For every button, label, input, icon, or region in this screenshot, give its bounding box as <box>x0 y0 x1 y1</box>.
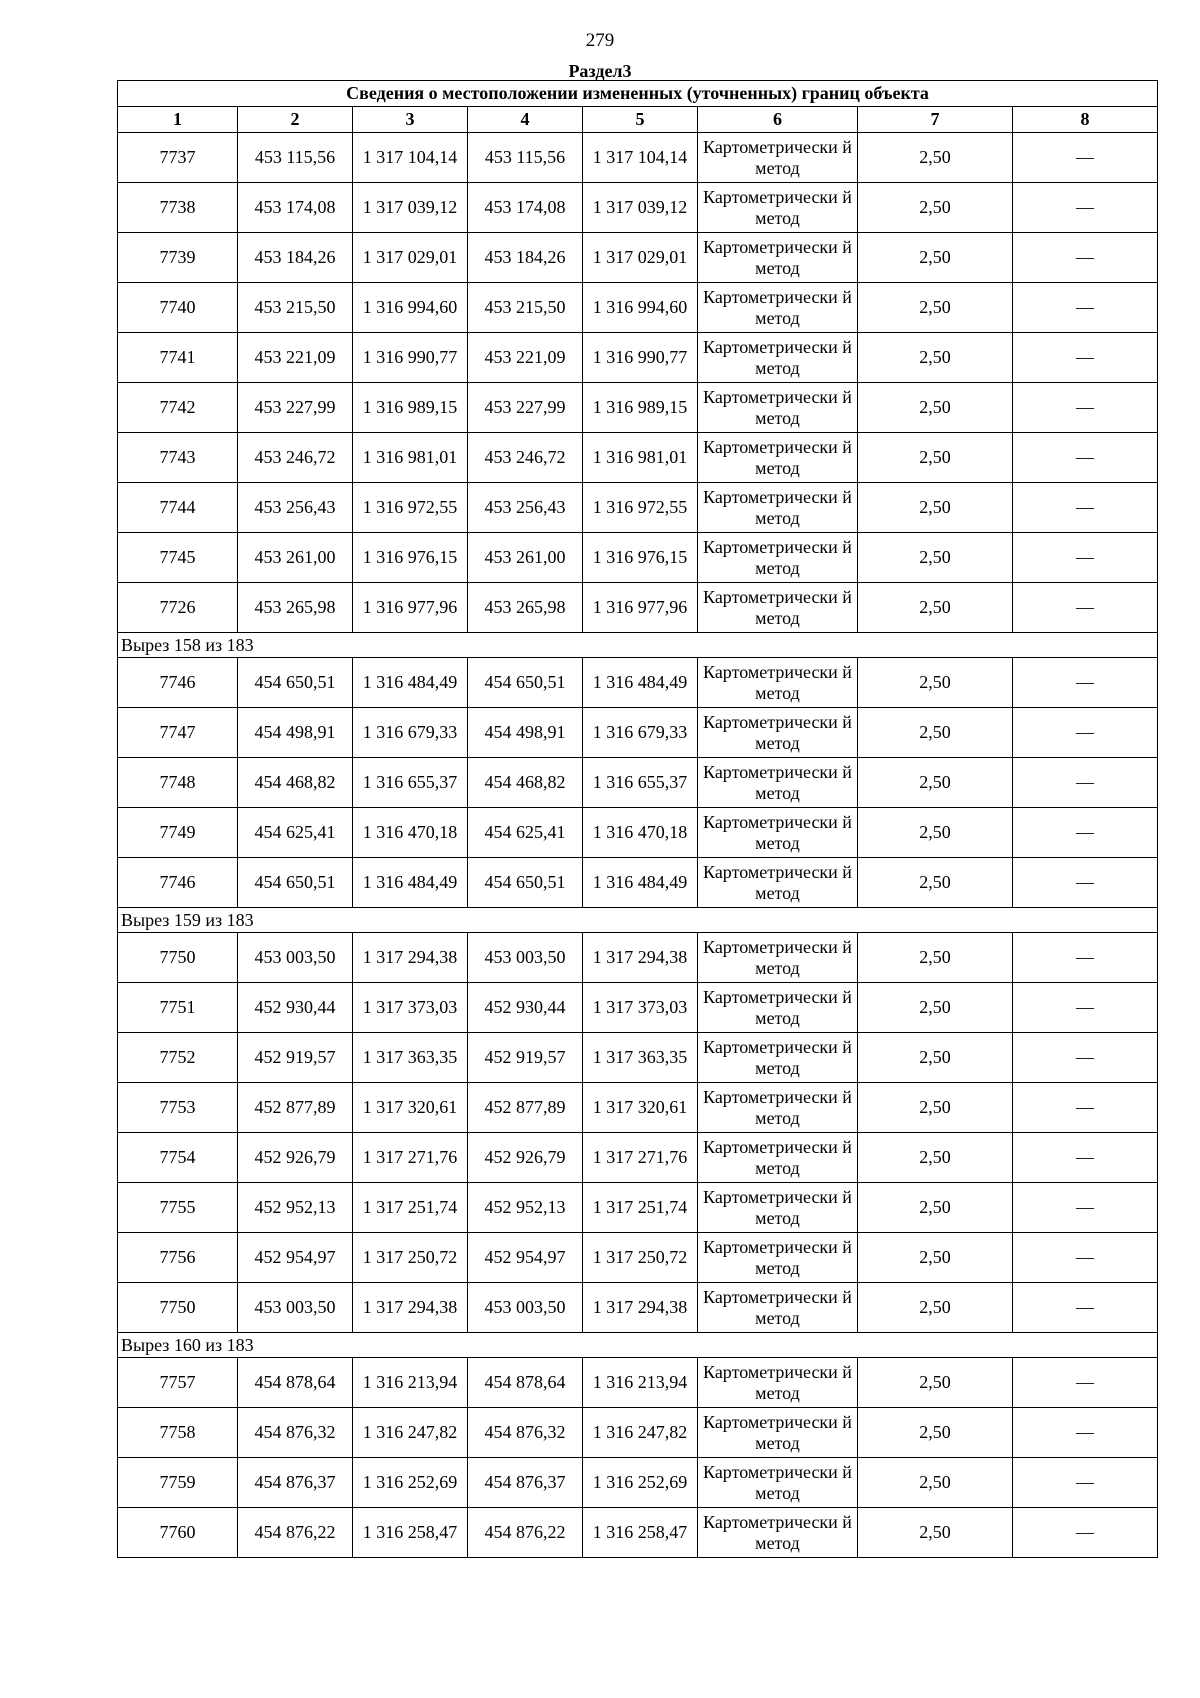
point-number-cell: 7743 <box>118 433 238 483</box>
y-old-cell: 1 317 320,61 <box>353 1083 468 1133</box>
table-row <box>118 1408 1158 1458</box>
table-row <box>118 758 1158 808</box>
precision-cell: 2,50 <box>858 983 1013 1033</box>
y-old-cell: 1 316 981,01 <box>353 433 468 483</box>
method-cell: Картометрически й метод <box>698 758 858 808</box>
y-new-cell: 1 317 363,35 <box>583 1033 698 1083</box>
precision-cell: 2,50 <box>858 1233 1013 1283</box>
description-cell: — <box>1013 133 1158 183</box>
y-new-cell: 1 317 271,76 <box>583 1133 698 1183</box>
x-new-cell: 454 878,64 <box>468 1358 583 1408</box>
y-new-cell: 1 316 484,49 <box>583 858 698 908</box>
description-cell: — <box>1013 233 1158 283</box>
table-row <box>118 1183 1158 1233</box>
group-header-row <box>118 908 1158 933</box>
x-old-cell: 453 246,72 <box>238 433 353 483</box>
point-number-cell: 7751 <box>118 983 238 1033</box>
x-old-cell: 454 468,82 <box>238 758 353 808</box>
method-cell: Картометрически й метод <box>698 133 858 183</box>
y-old-cell: 1 316 258,47 <box>353 1508 468 1558</box>
description-cell: — <box>1013 983 1158 1033</box>
column-number-row <box>118 107 1158 133</box>
column-number: 1 <box>118 107 238 133</box>
x-old-cell: 454 876,32 <box>238 1408 353 1458</box>
column-number: 2 <box>238 107 353 133</box>
x-new-cell: 453 184,26 <box>468 233 583 283</box>
x-old-cell: 452 877,89 <box>238 1083 353 1133</box>
point-number-cell: 7752 <box>118 1033 238 1083</box>
y-old-cell: 1 316 972,55 <box>353 483 468 533</box>
x-new-cell: 452 926,79 <box>468 1133 583 1183</box>
point-number-cell: 7760 <box>118 1508 238 1558</box>
precision-cell: 2,50 <box>858 1408 1013 1458</box>
y-new-cell: 1 316 252,69 <box>583 1458 698 1508</box>
y-new-cell: 1 316 679,33 <box>583 708 698 758</box>
section-title: Раздел3 <box>568 61 632 81</box>
table-row <box>118 283 1158 333</box>
y-new-cell: 1 316 258,47 <box>583 1508 698 1558</box>
group-header-row <box>118 1333 1158 1358</box>
method-cell: Картометрически й метод <box>698 1183 858 1233</box>
method-cell: Картометрически й метод <box>698 283 858 333</box>
point-number-cell: 7742 <box>118 383 238 433</box>
column-number: 8 <box>1013 107 1158 133</box>
precision-cell: 2,50 <box>858 383 1013 433</box>
point-number-cell: 7749 <box>118 808 238 858</box>
x-new-cell: 454 650,51 <box>468 858 583 908</box>
table-row <box>118 1283 1158 1333</box>
description-cell: — <box>1013 808 1158 858</box>
x-new-cell: 453 261,00 <box>468 533 583 583</box>
x-new-cell: 453 265,98 <box>468 583 583 633</box>
method-cell: Картометрически й метод <box>698 1283 858 1333</box>
column-number: 6 <box>698 107 858 133</box>
description-cell: — <box>1013 658 1158 708</box>
precision-cell: 2,50 <box>858 808 1013 858</box>
x-old-cell: 453 265,98 <box>238 583 353 633</box>
description-cell: — <box>1013 583 1158 633</box>
x-old-cell: 453 227,99 <box>238 383 353 433</box>
y-old-cell: 1 317 039,12 <box>353 183 468 233</box>
method-cell: Картометрически й метод <box>698 1358 858 1408</box>
precision-cell: 2,50 <box>858 483 1013 533</box>
x-new-cell: 453 246,72 <box>468 433 583 483</box>
x-old-cell: 454 650,51 <box>238 858 353 908</box>
method-cell: Картометрически й метод <box>698 183 858 233</box>
precision-cell: 2,50 <box>858 333 1013 383</box>
precision-cell: 2,50 <box>858 183 1013 233</box>
column-number: 7 <box>858 107 1013 133</box>
method-cell: Картометрически й метод <box>698 1458 858 1508</box>
x-old-cell: 453 261,00 <box>238 533 353 583</box>
y-new-cell: 1 317 294,38 <box>583 933 698 983</box>
x-new-cell: 453 227,99 <box>468 383 583 433</box>
x-new-cell: 453 215,50 <box>468 283 583 333</box>
table-row <box>118 433 1158 483</box>
x-old-cell: 452 919,57 <box>238 1033 353 1083</box>
table-row <box>118 333 1158 383</box>
table-row <box>118 583 1158 633</box>
y-old-cell: 1 317 104,14 <box>353 133 468 183</box>
y-old-cell: 1 316 976,15 <box>353 533 468 583</box>
y-new-cell: 1 317 320,61 <box>583 1083 698 1133</box>
description-cell: — <box>1013 758 1158 808</box>
y-old-cell: 1 317 373,03 <box>353 983 468 1033</box>
x-new-cell: 452 952,13 <box>468 1183 583 1233</box>
column-number: 5 <box>583 107 698 133</box>
description-cell: — <box>1013 1283 1158 1333</box>
x-new-cell: 453 003,50 <box>468 933 583 983</box>
y-old-cell: 1 316 213,94 <box>353 1358 468 1408</box>
precision-cell: 2,50 <box>858 933 1013 983</box>
method-cell: Картометрически й метод <box>698 1083 858 1133</box>
description-cell: — <box>1013 1133 1158 1183</box>
precision-cell: 2,50 <box>858 1033 1013 1083</box>
table-row <box>118 183 1158 233</box>
table-row <box>118 983 1158 1033</box>
description-cell: — <box>1013 708 1158 758</box>
table-row <box>118 1458 1158 1508</box>
y-old-cell: 1 316 655,37 <box>353 758 468 808</box>
description-cell: — <box>1013 1033 1158 1083</box>
description-cell: — <box>1013 383 1158 433</box>
x-new-cell: 452 919,57 <box>468 1033 583 1083</box>
x-old-cell: 453 215,50 <box>238 283 353 333</box>
y-new-cell: 1 316 981,01 <box>583 433 698 483</box>
method-cell: Картометрически й метод <box>698 233 858 283</box>
x-new-cell: 454 876,22 <box>468 1508 583 1558</box>
table-row <box>118 658 1158 708</box>
method-cell: Картометрически й метод <box>698 858 858 908</box>
y-new-cell: 1 316 989,15 <box>583 383 698 433</box>
x-old-cell: 453 221,09 <box>238 333 353 383</box>
y-new-cell: 1 317 251,74 <box>583 1183 698 1233</box>
point-number-cell: 7737 <box>118 133 238 183</box>
x-new-cell: 453 221,09 <box>468 333 583 383</box>
point-number-cell: 7758 <box>118 1408 238 1458</box>
boundary-coordinates-table <box>117 80 1158 1558</box>
precision-cell: 2,50 <box>858 858 1013 908</box>
description-cell: — <box>1013 1458 1158 1508</box>
description-cell: — <box>1013 858 1158 908</box>
x-new-cell: 453 115,56 <box>468 133 583 183</box>
x-old-cell: 454 878,64 <box>238 1358 353 1408</box>
precision-cell: 2,50 <box>858 433 1013 483</box>
description-cell: — <box>1013 433 1158 483</box>
x-old-cell: 452 954,97 <box>238 1233 353 1283</box>
method-cell: Картометрически й метод <box>698 983 858 1033</box>
point-number-cell: 7750 <box>118 933 238 983</box>
point-number-cell: 7750 <box>118 1283 238 1333</box>
y-new-cell: 1 317 029,01 <box>583 233 698 283</box>
description-cell: — <box>1013 1508 1158 1558</box>
y-new-cell: 1 316 470,18 <box>583 808 698 858</box>
table-row <box>118 1133 1158 1183</box>
y-new-cell: 1 316 994,60 <box>583 283 698 333</box>
x-new-cell: 453 256,43 <box>468 483 583 533</box>
y-old-cell: 1 317 271,76 <box>353 1133 468 1183</box>
y-new-cell: 1 316 972,55 <box>583 483 698 533</box>
point-number-cell: 7745 <box>118 533 238 583</box>
point-number-cell: 7759 <box>118 1458 238 1508</box>
table-row <box>118 383 1158 433</box>
x-new-cell: 454 650,51 <box>468 658 583 708</box>
precision-cell: 2,50 <box>858 758 1013 808</box>
y-old-cell: 1 316 247,82 <box>353 1408 468 1458</box>
precision-cell: 2,50 <box>858 133 1013 183</box>
precision-cell: 2,50 <box>858 583 1013 633</box>
method-cell: Картометрически й метод <box>698 933 858 983</box>
table-row <box>118 233 1158 283</box>
precision-cell: 2,50 <box>858 283 1013 333</box>
x-new-cell: 454 498,91 <box>468 708 583 758</box>
method-cell: Картометрически й метод <box>698 1233 858 1283</box>
point-number-cell: 7746 <box>118 858 238 908</box>
table-row <box>118 133 1158 183</box>
point-number-cell: 7741 <box>118 333 238 383</box>
y-old-cell: 1 317 363,35 <box>353 1033 468 1083</box>
description-cell: — <box>1013 183 1158 233</box>
table-row <box>118 533 1158 583</box>
y-old-cell: 1 316 990,77 <box>353 333 468 383</box>
description-cell: — <box>1013 333 1158 383</box>
y-new-cell: 1 316 977,96 <box>583 583 698 633</box>
method-cell: Картометрически й метод <box>698 483 858 533</box>
method-cell: Картометрически й метод <box>698 1033 858 1083</box>
table-row <box>118 808 1158 858</box>
method-cell: Картометрически й метод <box>698 1133 858 1183</box>
precision-cell: 2,50 <box>858 1083 1013 1133</box>
point-number-cell: 7756 <box>118 1233 238 1283</box>
y-old-cell: 1 316 679,33 <box>353 708 468 758</box>
table-row <box>118 1033 1158 1083</box>
method-cell: Картометрически й метод <box>698 583 858 633</box>
table-body <box>118 133 1158 1558</box>
x-old-cell: 453 003,50 <box>238 1283 353 1333</box>
description-cell: — <box>1013 1408 1158 1458</box>
table-row <box>118 1508 1158 1558</box>
point-number-cell: 7739 <box>118 233 238 283</box>
y-old-cell: 1 316 484,49 <box>353 658 468 708</box>
method-cell: Картометрически й метод <box>698 1408 858 1458</box>
method-cell: Картометрически й метод <box>698 533 858 583</box>
column-number: 4 <box>468 107 583 133</box>
group-label: Вырез 159 из 183 <box>118 908 1158 933</box>
y-old-cell: 1 317 250,72 <box>353 1233 468 1283</box>
precision-cell: 2,50 <box>858 533 1013 583</box>
point-number-cell: 7754 <box>118 1133 238 1183</box>
y-old-cell: 1 317 294,38 <box>353 933 468 983</box>
y-new-cell: 1 316 247,82 <box>583 1408 698 1458</box>
description-cell: — <box>1013 1183 1158 1233</box>
y-old-cell: 1 317 294,38 <box>353 1283 468 1333</box>
table-row <box>118 933 1158 983</box>
x-old-cell: 453 115,56 <box>238 133 353 183</box>
table-row <box>118 483 1158 533</box>
point-number-cell: 7738 <box>118 183 238 233</box>
x-old-cell: 452 930,44 <box>238 983 353 1033</box>
page-number: 279 <box>585 30 615 51</box>
y-old-cell: 1 317 029,01 <box>353 233 468 283</box>
table-row <box>118 1233 1158 1283</box>
y-old-cell: 1 317 251,74 <box>353 1183 468 1233</box>
point-number-cell: 7740 <box>118 283 238 333</box>
x-new-cell: 452 877,89 <box>468 1083 583 1133</box>
table-row <box>118 858 1158 908</box>
x-new-cell: 454 876,32 <box>468 1408 583 1458</box>
precision-cell: 2,50 <box>858 1183 1013 1233</box>
y-old-cell: 1 316 994,60 <box>353 283 468 333</box>
x-old-cell: 454 650,51 <box>238 658 353 708</box>
table-row <box>118 708 1158 758</box>
y-new-cell: 1 317 250,72 <box>583 1233 698 1283</box>
y-new-cell: 1 317 104,14 <box>583 133 698 183</box>
y-new-cell: 1 316 976,15 <box>583 533 698 583</box>
column-number: 3 <box>353 107 468 133</box>
description-cell: — <box>1013 1358 1158 1408</box>
table-caption: Сведения о местоположении измененных (уточненных) границ объекта <box>118 81 1158 107</box>
description-cell: — <box>1013 933 1158 983</box>
precision-cell: 2,50 <box>858 1283 1013 1333</box>
precision-cell: 2,50 <box>858 1133 1013 1183</box>
x-old-cell: 452 952,13 <box>238 1183 353 1233</box>
y-new-cell: 1 316 213,94 <box>583 1358 698 1408</box>
y-new-cell: 1 316 484,49 <box>583 658 698 708</box>
y-new-cell: 1 317 039,12 <box>583 183 698 233</box>
group-label: Вырез 158 из 183 <box>118 633 1158 658</box>
x-old-cell: 454 498,91 <box>238 708 353 758</box>
precision-cell: 2,50 <box>858 658 1013 708</box>
group-header-row <box>118 633 1158 658</box>
precision-cell: 2,50 <box>858 1458 1013 1508</box>
x-old-cell: 454 876,22 <box>238 1508 353 1558</box>
x-old-cell: 453 256,43 <box>238 483 353 533</box>
point-number-cell: 7747 <box>118 708 238 758</box>
x-old-cell: 454 876,37 <box>238 1458 353 1508</box>
point-number-cell: 7726 <box>118 583 238 633</box>
x-old-cell: 453 003,50 <box>238 933 353 983</box>
x-new-cell: 453 174,08 <box>468 183 583 233</box>
x-new-cell: 452 954,97 <box>468 1233 583 1283</box>
x-new-cell: 452 930,44 <box>468 983 583 1033</box>
point-number-cell: 7744 <box>118 483 238 533</box>
point-number-cell: 7757 <box>118 1358 238 1408</box>
table-row <box>118 1358 1158 1408</box>
y-old-cell: 1 316 484,49 <box>353 858 468 908</box>
x-new-cell: 453 003,50 <box>468 1283 583 1333</box>
x-new-cell: 454 468,82 <box>468 758 583 808</box>
method-cell: Картометрически й метод <box>698 433 858 483</box>
description-cell: — <box>1013 1083 1158 1133</box>
x-old-cell: 454 625,41 <box>238 808 353 858</box>
point-number-cell: 7753 <box>118 1083 238 1133</box>
y-new-cell: 1 317 294,38 <box>583 1283 698 1333</box>
precision-cell: 2,50 <box>858 1358 1013 1408</box>
description-cell: — <box>1013 483 1158 533</box>
description-cell: — <box>1013 283 1158 333</box>
y-new-cell: 1 316 990,77 <box>583 333 698 383</box>
point-number-cell: 7755 <box>118 1183 238 1233</box>
y-new-cell: 1 317 373,03 <box>583 983 698 1033</box>
x-new-cell: 454 876,37 <box>468 1458 583 1508</box>
x-old-cell: 453 174,08 <box>238 183 353 233</box>
table-row <box>118 1083 1158 1133</box>
group-label: Вырез 160 из 183 <box>118 1333 1158 1358</box>
method-cell: Картометрически й метод <box>698 658 858 708</box>
precision-cell: 2,50 <box>858 1508 1013 1558</box>
method-cell: Картометрически й метод <box>698 808 858 858</box>
y-old-cell: 1 316 252,69 <box>353 1458 468 1508</box>
description-cell: — <box>1013 1233 1158 1283</box>
y-old-cell: 1 316 470,18 <box>353 808 468 858</box>
y-old-cell: 1 316 989,15 <box>353 383 468 433</box>
x-old-cell: 452 926,79 <box>238 1133 353 1183</box>
y-new-cell: 1 316 655,37 <box>583 758 698 808</box>
precision-cell: 2,50 <box>858 708 1013 758</box>
y-old-cell: 1 316 977,96 <box>353 583 468 633</box>
method-cell: Картометрически й метод <box>698 333 858 383</box>
precision-cell: 2,50 <box>858 233 1013 283</box>
x-old-cell: 453 184,26 <box>238 233 353 283</box>
point-number-cell: 7746 <box>118 658 238 708</box>
point-number-cell: 7748 <box>118 758 238 808</box>
method-cell: Картометрически й метод <box>698 708 858 758</box>
description-cell: — <box>1013 533 1158 583</box>
x-new-cell: 454 625,41 <box>468 808 583 858</box>
method-cell: Картометрически й метод <box>698 1508 858 1558</box>
method-cell: Картометрически й метод <box>698 383 858 433</box>
